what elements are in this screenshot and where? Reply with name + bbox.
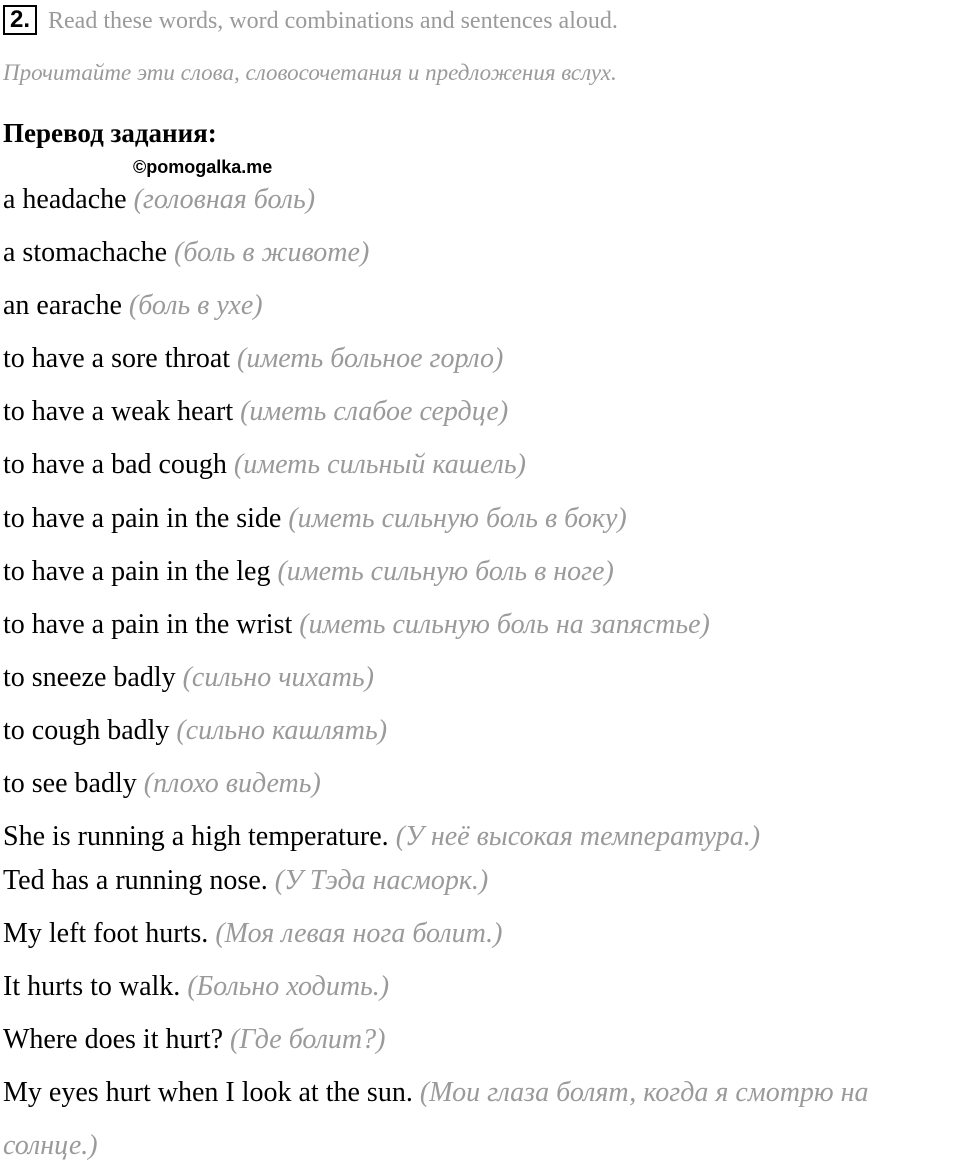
sentence-translation: (Где болит?) [230, 1024, 386, 1055]
sentence-line [3, 1076, 869, 1110]
sentence-line [3, 864, 488, 898]
phrase-english: an earache [3, 290, 122, 321]
phrase-translation: (боль в животе) [174, 237, 370, 268]
sentence-translation: (Больно ходить.) [187, 971, 390, 1002]
phrase-translation: (иметь сильную боль на запястье) [299, 609, 710, 640]
phrase-line [3, 448, 526, 482]
sentence-line [3, 1023, 385, 1057]
phrase-translation: (сильно кашлять) [176, 715, 388, 746]
phrase-english: a stomachache [3, 237, 168, 268]
sentence-translation: (У Тэда насморк.) [274, 865, 489, 896]
phrase-line [3, 236, 369, 270]
sentence-line [3, 970, 389, 1004]
sentence-translation: солнце.) [3, 1130, 98, 1161]
phrase-line [3, 183, 315, 217]
phrase-english: to have a weak heart [3, 396, 234, 427]
sentence-translation: (Мои глаза болят, когда я смотрю на [419, 1077, 869, 1108]
phrase-line [3, 608, 710, 642]
phrase-translation: (боль в ухе) [128, 290, 263, 321]
task-number-badge: 2. [3, 5, 37, 35]
phrase-english: to have a pain in the wrist [3, 609, 293, 640]
sentence-translation: (Моя левая нога болит.) [215, 918, 503, 949]
phrase-line [3, 342, 503, 376]
phrase-english: to have a sore throat [3, 343, 231, 374]
task-instruction-english: Read these words, word combinations and sentences aloud. [48, 8, 618, 34]
phrase-translation: (иметь сильную боль в ноге) [277, 556, 614, 587]
phrase-line [3, 555, 614, 589]
sentence-english: Ted has a running nose. [3, 865, 268, 896]
sentence-english: My left foot hurts. [3, 918, 209, 949]
phrase-english: to have a pain in the side [3, 503, 282, 534]
phrase-line [3, 714, 387, 748]
phrase-line [3, 395, 508, 429]
sentence-english: It hurts to walk. [3, 971, 181, 1002]
phrase-translation: (иметь сильную боль в боку) [288, 503, 627, 534]
phrase-translation: (сильно чихать) [182, 662, 374, 693]
phrase-translation: (иметь слабое сердце) [240, 396, 509, 427]
phrase-translation: (иметь сильный кашель) [233, 449, 526, 480]
watermark: ©pomogalka.me [133, 157, 273, 177]
sentence-english: Where does it hurt? [3, 1024, 224, 1055]
phrase-line [3, 502, 627, 536]
phrase-translation: (головная боль) [133, 184, 316, 215]
sentence-line [3, 917, 502, 951]
phrase-line [3, 661, 374, 695]
sentence-line [3, 820, 760, 854]
sentence-translation: (У неё высокая температура.) [395, 821, 761, 852]
phrase-line [3, 289, 263, 323]
translation-heading: Перевод задания: [3, 118, 217, 148]
phrase-english: a headache [3, 184, 127, 215]
phrase-english: to have a bad cough [3, 449, 227, 480]
phrase-english: to see badly [3, 768, 137, 799]
phrase-english: to sneeze badly [3, 662, 176, 693]
phrase-english: to have a pain in the leg [3, 556, 271, 587]
phrase-translation: (иметь больное горло) [237, 343, 504, 374]
sentence-english: My eyes hurt when I look at the sun. [3, 1077, 413, 1108]
phrase-english: to cough badly [3, 715, 170, 746]
phrase-line [3, 767, 321, 801]
sentence-english: She is running a high temperature. [3, 821, 389, 852]
task-instruction-russian: Прочитайте эти слова, словосочетания и предложения вслух. [3, 60, 617, 85]
phrase-translation: (плохо видеть) [143, 768, 321, 799]
sentence-line-continuation [3, 1129, 98, 1163]
